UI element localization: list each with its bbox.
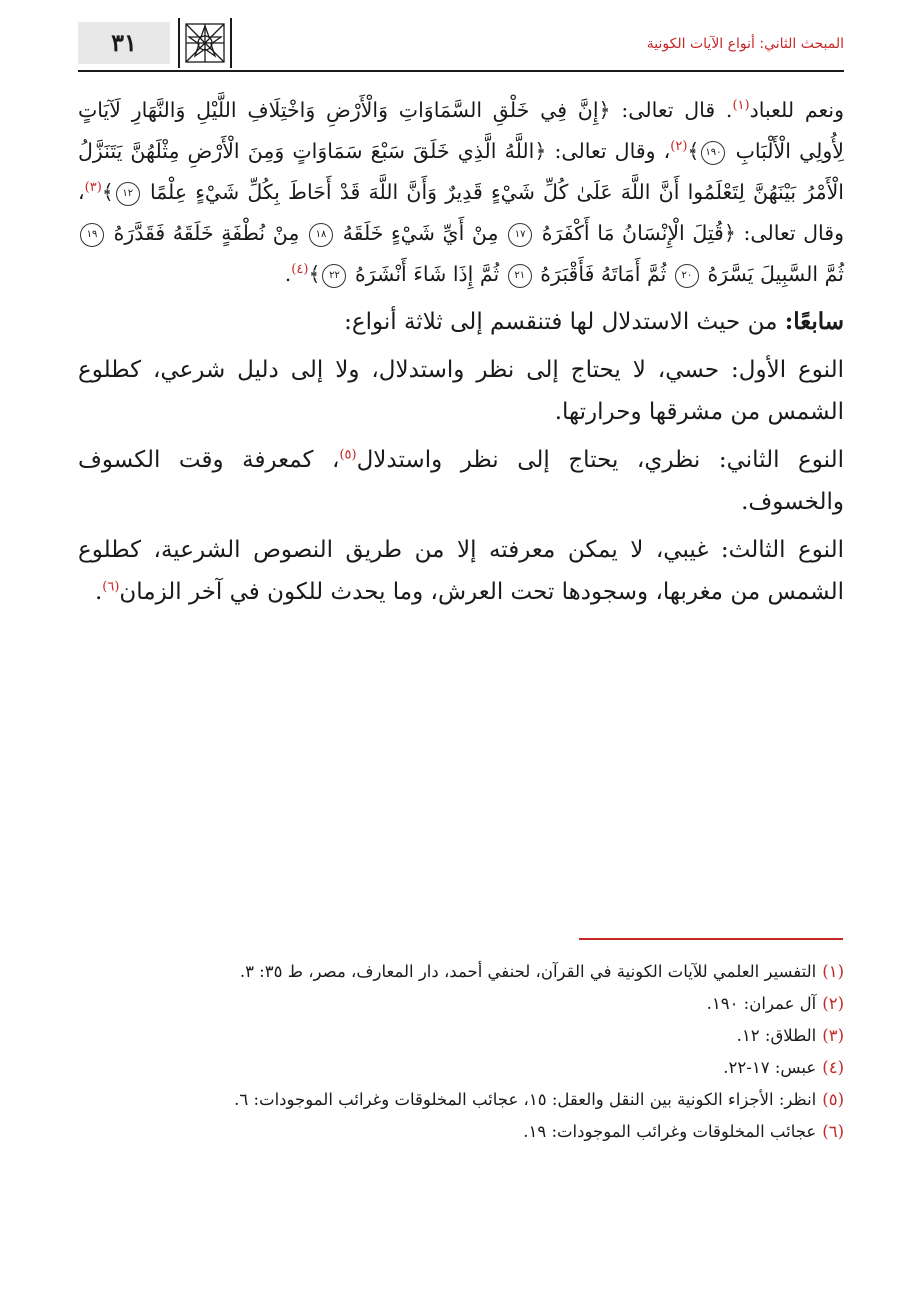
- type-one-text: النوع الأول: حسي، لا يحتاج إلى نظر واستدلال، ولا إلى دليل شرعي، كطلوع الشمس من مشرقها وحرارتها.: [78, 357, 844, 425]
- chapter-title: المبحث الثاني: أنواع الآيات الكونية: [646, 36, 844, 52]
- footnote-item: [78, 1020, 844, 1052]
- ornament-icon: [178, 18, 232, 68]
- text-segment: . قال تعالى: ﴿إِنَّ فِي خَلْقِ السَّمَاوَاتِ وَالْأَرْضِ وَاخْتِلَافِ اللَّيْلِ وَالنَّهَارِ لَآيَاتٍ لِأُولِي الْأَلْبَابِ: [78, 98, 844, 163]
- footnote-text: عجائب المخلوقات وغرائب الموجودات: ١٩.: [523, 1122, 817, 1141]
- main-content: [78, 90, 844, 613]
- footnote-text: التفسير العلمي للآيات الكونية في القرآن، لحنفي أحمد، دار المعارف، مصر، ط ٣٥: ٣.: [239, 962, 817, 981]
- footnote-number: (٢): [822, 994, 844, 1013]
- ayah-number-icon: ٢٠: [675, 264, 699, 288]
- ayah-number-icon: ١٨: [309, 223, 333, 247]
- section-lead: سابعًا:: [784, 308, 844, 335]
- page-header: [78, 18, 844, 70]
- footnote-ref[interactable]: (٣): [84, 180, 102, 196]
- text-segment: مِنْ نُطْفَةٍ خَلَقَهُ فَقَدَّرَهُ: [113, 221, 300, 245]
- text-segment: ، وقال تعالى: ﴿اللَّهُ الَّذِي خَلَقَ سَبْعَ سَمَاوَاتٍ وَمِنَ الْأَرْضِ مِثْلَهُنَّ يَتَنَزَّلُ الْأَمْرُ بَيْنَهُنَّ لِتَعْلَمُوا أَنَّ اللَّهَ عَلَىٰ كُلِّ شَيْءٍ قَدِيرٌ وَأَنَّ اللَّهَ قَدْ أَحَاطَ بِكُلِّ شَيْءٍ عِلْمًا: [78, 139, 844, 204]
- footnote-item: [78, 956, 844, 988]
- text-segment: ونعم للعباد: [749, 98, 844, 122]
- footnote-item: [78, 1084, 844, 1116]
- seventh-point: [78, 301, 844, 343]
- ayah-number-icon: ١٩٠: [701, 141, 725, 165]
- footnote-item: [78, 1052, 844, 1084]
- type-three-text-cont: .: [94, 579, 103, 605]
- text-segment: ثُمَّ أَمَاتَهُ فَأَقْبَرَهُ: [540, 262, 667, 286]
- footnote-number: (١): [822, 962, 844, 981]
- type-two-paragraph: [78, 439, 844, 523]
- text-segment: ﴾: [687, 139, 700, 163]
- type-three-paragraph: [78, 529, 844, 613]
- ayah-number-icon: ٢٢: [322, 264, 346, 288]
- footnote-text: الطلاق: ١٢.: [736, 1026, 817, 1045]
- ayah-number-icon: ٢١: [508, 264, 532, 288]
- footnote-item: [78, 1116, 844, 1148]
- ayah-number-icon: ١٧: [508, 223, 532, 247]
- footnote-ref[interactable]: (٢): [670, 139, 688, 155]
- footnote-item: [78, 988, 844, 1020]
- type-two-text: النوع الثاني: نظري، يحتاج إلى نظر واستدلال: [356, 447, 844, 473]
- text-segment: ﴾: [308, 262, 321, 286]
- footnote-ref[interactable]: (٥): [339, 447, 357, 463]
- type-one-paragraph: [78, 349, 844, 433]
- footnote-text: انظر: الأجزاء الكونية بين النقل والعقل: ١٥، عجائب المخلوقات وغرائب الموجودات: ٦.: [234, 1090, 817, 1109]
- header-divider: [78, 70, 844, 72]
- footnote-number: (٣): [822, 1026, 844, 1045]
- section-text: من حيث الاستدلال لها فتنقسم إلى ثلاثة أنواع:: [344, 309, 785, 335]
- text-segment: مِنْ أَيِّ شَيْءٍ خَلَقَهُ: [342, 221, 499, 245]
- text-segment: ثُمَّ إِذَا شَاءَ أَنْشَرَهُ: [354, 262, 500, 286]
- footnote-text: عبس: ١٧-٢٢.: [723, 1058, 817, 1077]
- type-two-text-cont: ، كمعرفة وقت الكسوف والخسوف.: [78, 447, 844, 515]
- ayah-number-icon: ١٩: [80, 223, 104, 247]
- footnote-number: (٤): [822, 1058, 844, 1077]
- footnotes-list: [78, 956, 844, 1148]
- text-segment: .: [284, 262, 292, 286]
- footnote-text: آل عمران: ١٩٠.: [706, 994, 817, 1013]
- ayah-number-icon: ١٢: [116, 182, 140, 206]
- text-segment: ، وقال تعالى: ﴿قُتِلَ الْإِنْسَانُ مَا أَكْفَرَهُ: [78, 180, 844, 245]
- footnote-ref[interactable]: (١): [732, 98, 750, 114]
- type-three-text: النوع الثالث: غيبي، لا يمكن معرفته إلا من طريق النصوص الشرعية، كطلوع الشمس من مغربها، وسجودها تحت العرش، وما يحدث للكون في آخر الزمان: [78, 537, 844, 605]
- text-segment: ثُمَّ السَّبِيلَ يَسَّرَهُ: [707, 262, 844, 286]
- quran-verses-paragraph: [78, 90, 844, 295]
- footnote-divider: [579, 938, 843, 940]
- footnote-number: (٦): [822, 1122, 844, 1141]
- page-number: ٣١: [78, 22, 170, 64]
- text-segment: ﴾: [101, 180, 114, 204]
- footnote-ref[interactable]: (٤): [291, 262, 309, 278]
- footnote-number: (٥): [822, 1090, 844, 1109]
- footnote-ref[interactable]: (٦): [102, 579, 120, 595]
